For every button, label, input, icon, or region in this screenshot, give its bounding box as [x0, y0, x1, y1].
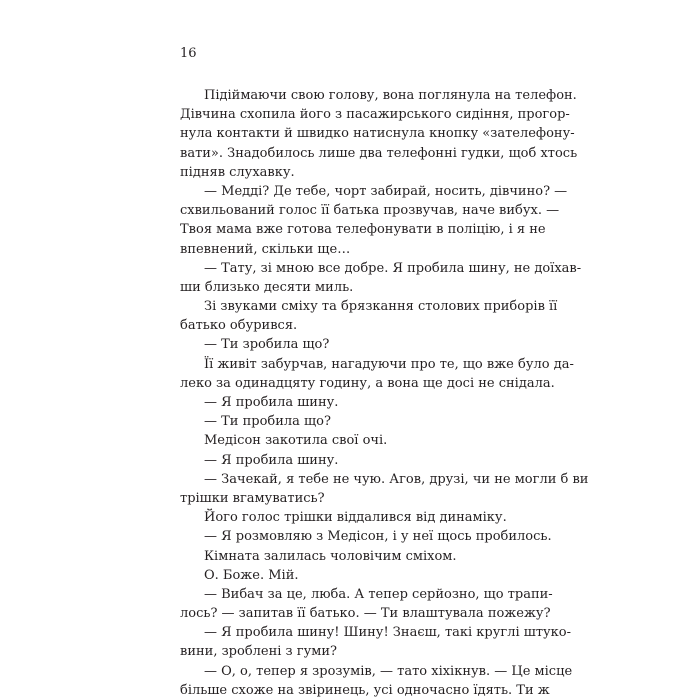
text-line: нула контакти й швидко натиснула кнопку «зателефону-	[180, 126, 575, 142]
text-line: Дівчина схопила його з пасажирського сидіння, прогор-	[180, 107, 570, 123]
text-line: лось? — запитав її батько. — Ти влаштувала пожежу?	[180, 606, 551, 622]
text-line: схвильований голос її батька прозвучав, наче вибух. —	[180, 203, 560, 219]
text-line: леко за одинадцяту годину, а вона ще досі не снідала.	[180, 375, 555, 391]
text-line: — Вибач за це, люба. А тепер серйозно, що трапи-	[204, 586, 553, 602]
text-line: — Я розмовляю з Медісон, і у неї щось пробилось.	[204, 529, 552, 545]
text-line: Її живіт забурчав, нагадуючи про те, що вже було да-	[204, 356, 574, 372]
page-number: 16	[180, 46, 197, 61]
text-line: батько обурився.	[180, 318, 298, 334]
text-line: — Медді? Де тебе, чорт забирай, носить, дівчино? —	[204, 183, 568, 199]
text-line: Кімната залилась чоловічим сміхом.	[204, 548, 457, 564]
text-line: впевнений, скільки ще…	[180, 241, 351, 257]
text-line: Зі звуками сміху та брязкання столових приборів її	[204, 299, 558, 315]
text-line: ши близько десяти миль.	[180, 279, 354, 295]
text-line: Твоя мама вже готова телефонувати в поліцію, і я не	[180, 222, 546, 238]
text-line: — Ти зробила що?	[204, 337, 330, 353]
text-line: Його голос трішки віддалився від динаміку.	[204, 510, 507, 526]
text-line: — Я пробила шину.	[204, 452, 339, 468]
text-line: — Ти пробила що?	[204, 414, 331, 430]
body-text	[180, 86, 589, 700]
text-line: — О, о, тепер я зрозумів, — тато хіхікнув. — Це місце	[204, 663, 573, 679]
text-line: трішки вгамуватись?	[180, 490, 325, 506]
text-line: — Зачекай, я тебе не чую. Агов, друзі, чи не могли б ви	[204, 471, 589, 487]
text-line: підняв слухавку.	[180, 164, 295, 180]
text-line: Підіймаючи свою голову, вона поглянула на телефон.	[204, 88, 577, 103]
text-line: вати». Знадобилось лише два телефонні гудки, щоб хтось	[180, 145, 578, 161]
text-line: вини, зроблені з гуми?	[180, 644, 337, 660]
text-line: — Я пробила шину.	[204, 395, 339, 410]
text-line: — Я пробила шину! Шину! Знаєш, такі круглі штуко-	[204, 625, 572, 641]
text-line: Медісон закотила свої очі.	[204, 433, 388, 449]
text-line: О. Боже. Мій.	[204, 567, 299, 583]
text-line: — Тату, зі мною все добре. Я пробила шину, не доїхав-	[204, 260, 582, 276]
text-line: більше схоже на звіринець, усі одночасно їдять. Ти ж	[180, 682, 550, 698]
